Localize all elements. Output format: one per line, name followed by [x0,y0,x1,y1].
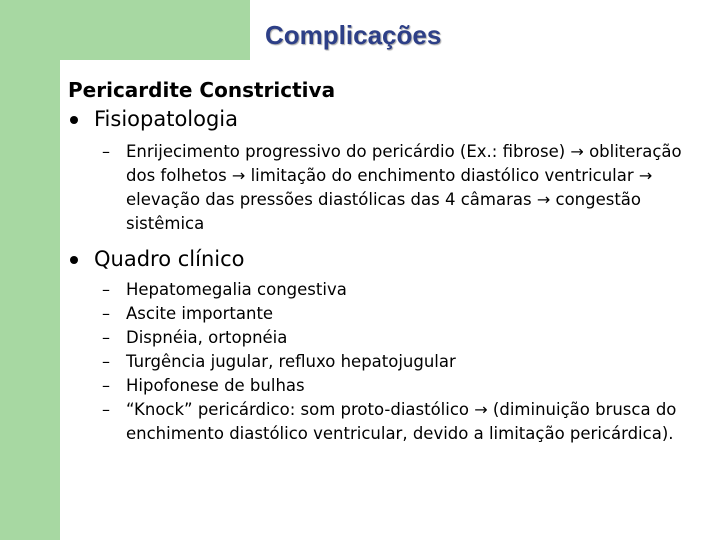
item-text-part: elevação das pressões diastólicas das 4 câmaras [126,190,537,209]
item-text-part: Ascite importante [126,304,274,323]
list-item [68,140,708,236]
decorative-band-top [0,0,250,60]
bullet-label: Fisiopatologia [94,107,239,131]
dash-icon: – [102,280,110,299]
arrow-right-icon: → [536,190,551,209]
slide-title: Complicações [265,20,442,50]
item-text-part: Hipofonese de bulhas [126,376,305,395]
item-text-part: Turgência jugular, refluxo hepatojugular [126,352,456,371]
bullet-label: Quadro clínico [94,247,245,271]
item-text-part: Hepatomegalia congestiva [126,280,347,299]
dash-icon: – [102,400,110,419]
arrow-right-icon: → [570,142,584,161]
arrow-right-icon: → [474,400,488,419]
list-item [68,326,708,350]
list-item [68,398,708,446]
bullet-quadro-clinico [68,244,708,274]
list-item [68,302,708,326]
bullet-dot-icon [70,256,78,264]
arrow-right-icon: → [638,166,653,185]
dash-icon: – [102,328,110,347]
section-heading: Pericardite Constrictiva [68,78,336,102]
slide-content [68,76,708,446]
item-text-part: limitação do enchimento diastólico ventricular [245,166,639,185]
bullet-dot-icon [70,116,78,124]
dash-icon: – [102,376,110,395]
quadro-clinico-list [68,278,708,446]
dash-icon: – [102,352,110,371]
bullet-fisiopatologia [68,104,708,134]
dash-icon: – [102,304,110,323]
item-text-part: (diminuição brusca do enchimento diastólico ventricular, devido a limitação pericárdica). [126,400,677,443]
dash-icon: – [102,142,110,161]
item-text-part: congestão sistêmica [126,190,642,233]
fisiopatologia-list [68,140,708,236]
list-item [68,350,708,374]
item-text-part: Dispnéia, ortopnéia [126,328,288,347]
decorative-band-left [0,0,60,540]
list-item [68,374,708,398]
item-text-part: Enrijecimento progressivo do pericárdio (Ex.: fibrose) [126,142,571,161]
arrow-right-icon: → [231,166,246,185]
item-text-part: obliteração dos folhetos [126,142,682,185]
list-item [68,278,708,302]
item-text-part: “Knock” pericárdico: som proto-diastólico [126,400,475,419]
